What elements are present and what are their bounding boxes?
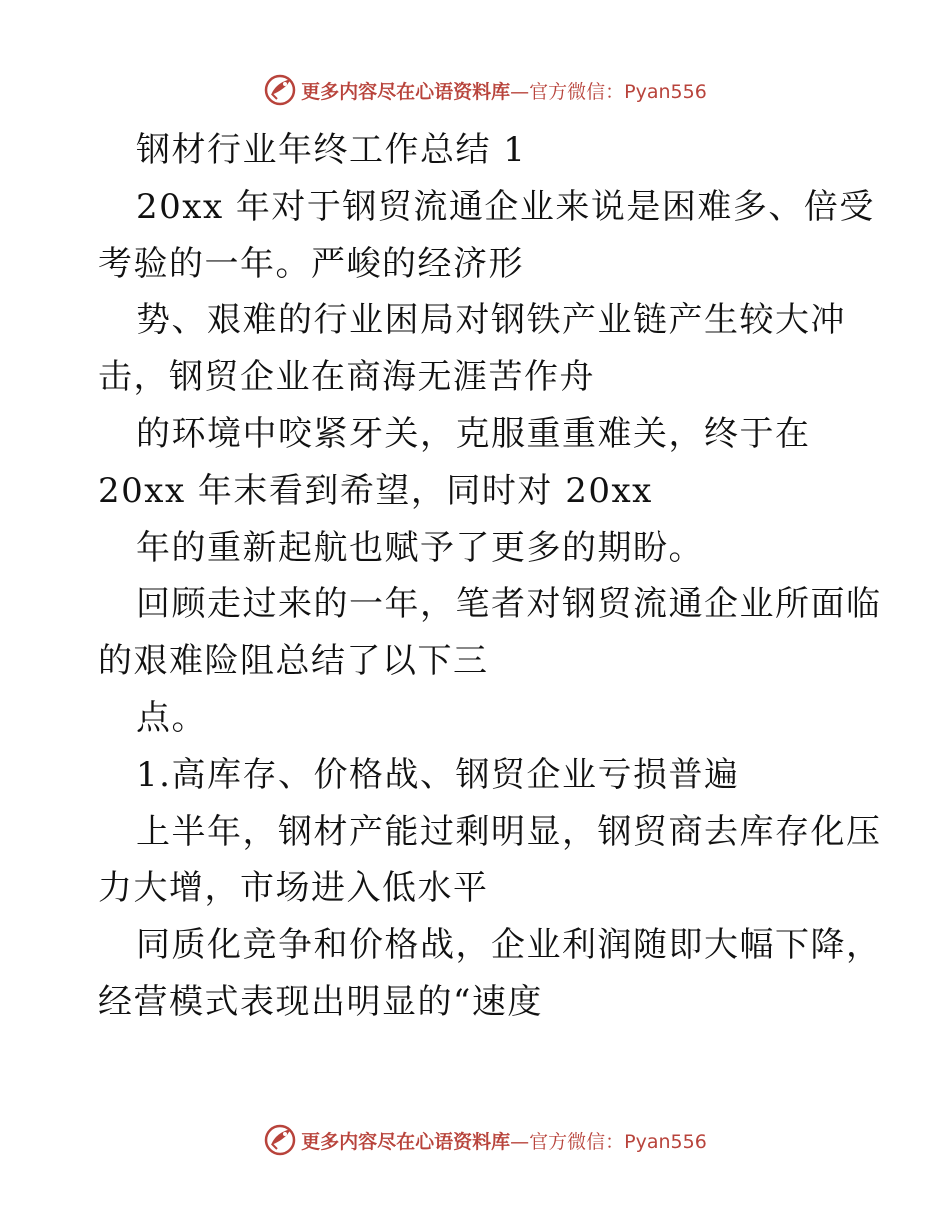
banner-main-text: 更多内容尽在心语资料库 [301, 80, 511, 103]
text-line: 力大增，市场进入低水平 [98, 868, 489, 909]
text-line: 回顾走过来的一年，笔者对钢贸流通企业所面临 [136, 584, 882, 625]
text-line: 击，钢贸企业在商海无涯苦作舟 [98, 357, 595, 398]
text-line: 的艰难险阻总结了以下三 [98, 641, 489, 682]
text-line: 20xx 年对于钢贸流通企业来说是困难多、倍受 [136, 186, 875, 227]
header-banner [0, 70, 950, 110]
banner-wechat-text: 官方微信：Pyan556 [529, 1130, 707, 1153]
banner-wechat-text: 官方微信：Pyan556 [529, 80, 707, 103]
pen-logo-icon [263, 1123, 297, 1157]
text-line: 考验的一年。严峻的经济形 [98, 243, 524, 284]
text-line: 的环境中咬紧牙关，克服重重难关，终于在 [136, 413, 811, 454]
text-line: 势、艰难的行业困局对钢铁产业链产生较大冲 [136, 300, 846, 341]
text-line: 钢材行业年终工作总结 1 [136, 130, 527, 170]
footer-banner [0, 1120, 950, 1160]
banner-separator: — [510, 1130, 530, 1153]
text-line: 年的重新起航也赋予了更多的期盼。 [136, 527, 704, 568]
pen-logo-icon [263, 73, 297, 107]
banner-separator: — [510, 80, 530, 103]
text-line: 点。 [136, 697, 207, 738]
text-line: 上半年，钢材产能过剩明显，钢贸商去库存化压 [136, 811, 882, 852]
banner-text [301, 1127, 707, 1154]
header-banner-inner [263, 73, 707, 107]
text-line: 经营模式表现出明显的“速度 [98, 981, 543, 1022]
banner-main-text: 更多内容尽在心语资料库 [301, 1130, 511, 1153]
document-body [98, 122, 882, 1031]
text-line: 1.高库存、价格战、钢贸企业亏损普遍 [136, 754, 740, 795]
text-line: 20xx 年末看到希望，同时对 20xx [98, 470, 653, 511]
banner-text [301, 77, 707, 104]
text-line: 同质化竞争和价格战，企业利润随即大幅下降， [136, 925, 882, 966]
footer-banner-inner [263, 1123, 707, 1157]
